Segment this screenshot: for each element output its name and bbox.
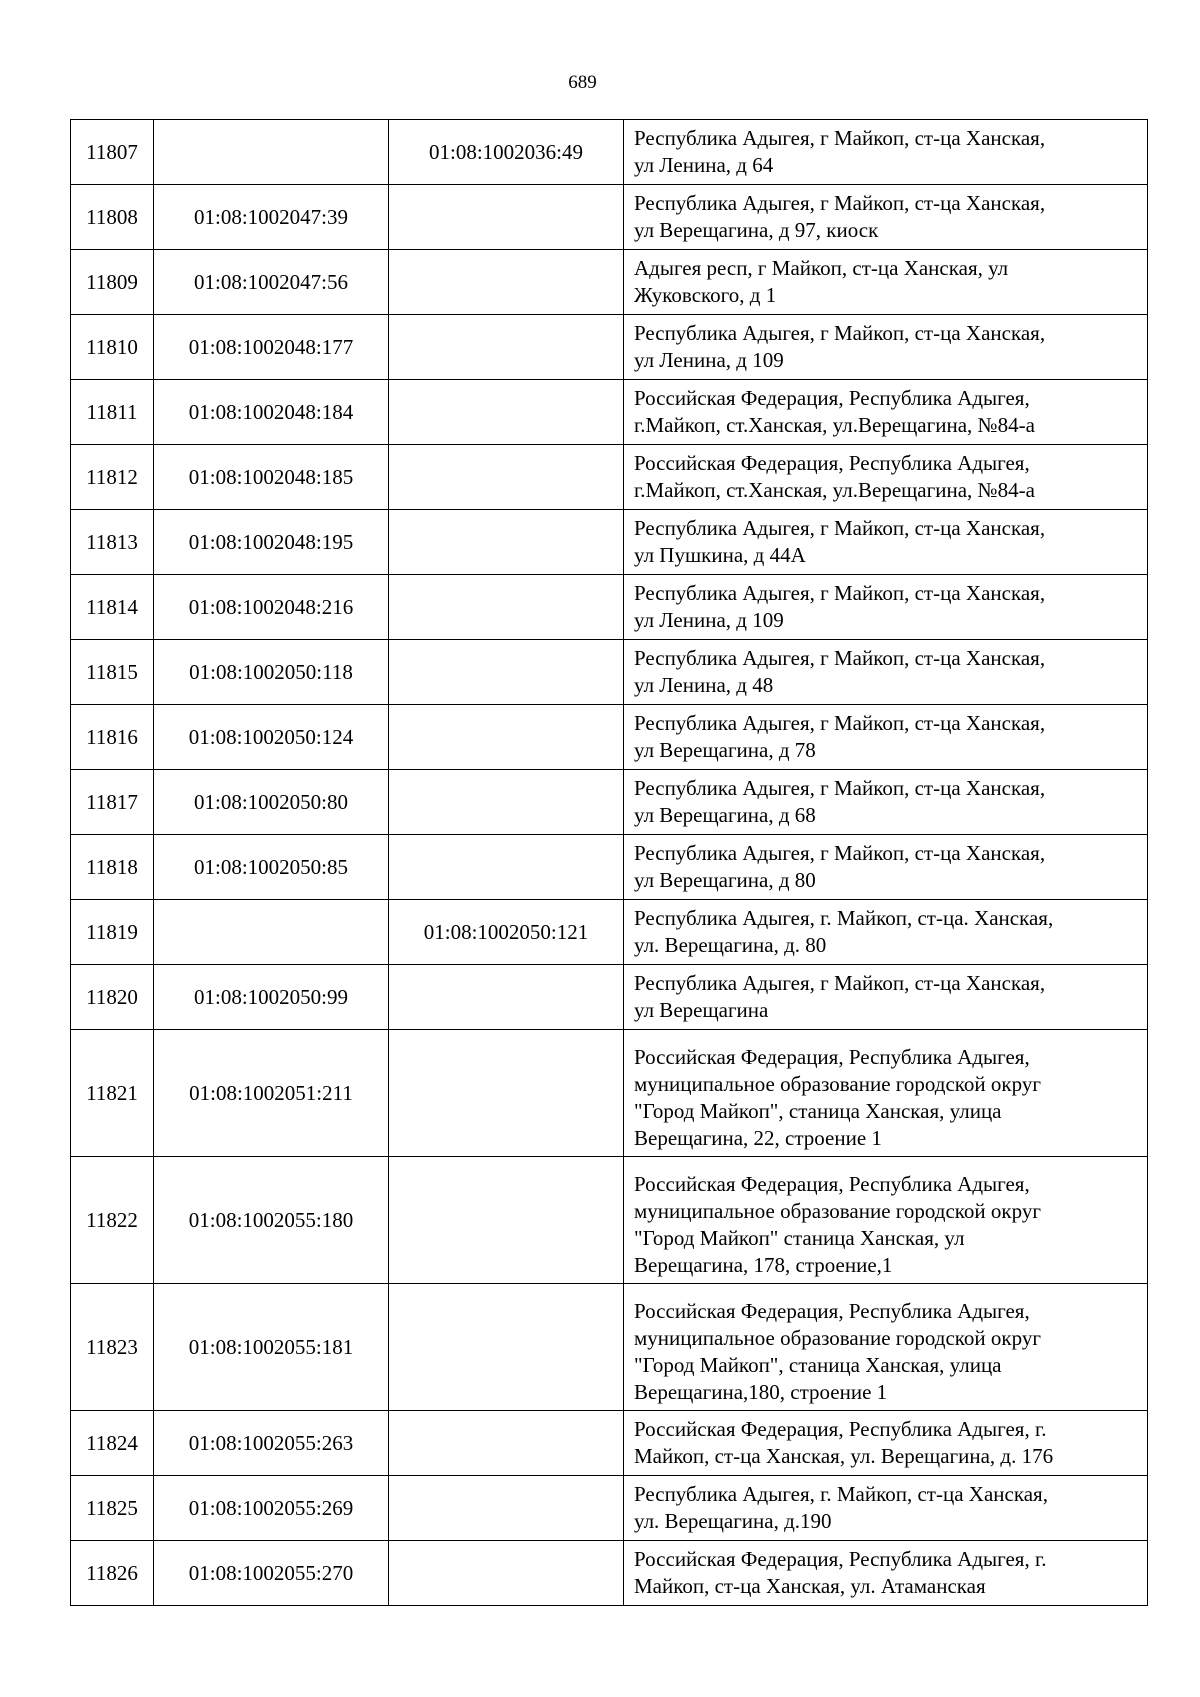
address-line: Российская Федерация, Республика Адыгея, [634, 1299, 1030, 1323]
address-line: муниципальное образование городской округ [634, 1199, 1041, 1223]
address-line: ул Верещагина, д 68 [634, 803, 816, 827]
cadastral-number-cell: 01:08:1002050:85 [154, 835, 389, 900]
address-cell [624, 315, 1148, 380]
address-cell [624, 705, 1148, 770]
cadastral-number-cell: 01:08:1002050:124 [154, 705, 389, 770]
table-row [71, 1411, 1148, 1476]
row-number-cell: 11825 [71, 1476, 154, 1541]
table-row [71, 1476, 1148, 1541]
address-cell [624, 965, 1148, 1030]
address-line: Российская Федерация, Республика Адыгея, г. [634, 1417, 1047, 1441]
cadastral-number-cell: 01:08:1002047:39 [154, 185, 389, 250]
cadastral-alt-number-cell [389, 640, 624, 705]
address-line: Российская Федерация, Республика Адыгея, [634, 451, 1030, 475]
address-line: ул Ленина, д 109 [634, 348, 784, 372]
table-row [71, 250, 1148, 315]
table-row [71, 510, 1148, 575]
address-cell [624, 1411, 1148, 1476]
address-cell [624, 640, 1148, 705]
cadastral-alt-number-cell [389, 1476, 624, 1541]
cadastral-number-cell [154, 120, 389, 185]
address-line: Российская Федерация, Республика Адыгея, [634, 1045, 1030, 1069]
address-line: Майкоп, ст-ца Ханская, ул. Атаманская [634, 1574, 986, 1598]
row-number-cell: 11809 [71, 250, 154, 315]
registry-body [71, 120, 1148, 1606]
cadastral-alt-number-cell [389, 250, 624, 315]
table-row [71, 705, 1148, 770]
address-cell [624, 770, 1148, 835]
address-cell [624, 1284, 1148, 1411]
table-row [71, 965, 1148, 1030]
cadastral-alt-number-cell [389, 445, 624, 510]
address-line: ул Верещагина, д 80 [634, 868, 816, 892]
address-line: "Город Майкоп" станица Ханская, ул [634, 1226, 965, 1250]
cadastral-alt-number-cell [389, 575, 624, 640]
table-row [71, 835, 1148, 900]
cadastral-number-cell: 01:08:1002055:270 [154, 1541, 389, 1606]
table-row [71, 445, 1148, 510]
table-row [71, 1541, 1148, 1606]
address-cell [624, 1157, 1148, 1284]
row-number-cell: 11824 [71, 1411, 154, 1476]
cadastral-alt-number-cell [389, 1030, 624, 1157]
address-cell [624, 1476, 1148, 1541]
address-line: Майкоп, ст-ца Ханская, ул. Верещагина, д. 176 [634, 1444, 1054, 1468]
address-line: г.Майкоп, ст.Ханская, ул.Верещагина, №84-а [634, 478, 1035, 502]
table-row [71, 640, 1148, 705]
cadastral-alt-number-cell [389, 1411, 624, 1476]
row-number-cell: 11823 [71, 1284, 154, 1411]
cadastral-number-cell: 01:08:1002048:216 [154, 575, 389, 640]
cadastral-alt-number-cell [389, 1157, 624, 1284]
address-line: Республика Адыгея, г Майкоп, ст-ца Ханская, [634, 646, 1046, 670]
row-number-cell: 11808 [71, 185, 154, 250]
cadastral-alt-number-cell: 01:08:1002036:49 [389, 120, 624, 185]
address-line: муниципальное образование городской округ [634, 1072, 1041, 1096]
address-line: Адыгея респ, г Майкоп, ст-ца Ханская, ул [634, 256, 1009, 280]
address-line: Республика Адыгея, г Майкоп, ст-ца Ханская, [634, 711, 1046, 735]
address-line: Российская Федерация, Республика Адыгея, [634, 386, 1030, 410]
cadastral-alt-number-cell: 01:08:1002050:121 [389, 900, 624, 965]
cadastral-number-cell: 01:08:1002055:263 [154, 1411, 389, 1476]
address-line: Республика Адыгея, г Майкоп, ст-ца Ханская, [634, 581, 1046, 605]
row-number-cell: 11812 [71, 445, 154, 510]
cadastral-alt-number-cell [389, 510, 624, 575]
address-line: ул Ленина, д 64 [634, 153, 774, 177]
address-cell [624, 1030, 1148, 1157]
row-number-cell: 11813 [71, 510, 154, 575]
table-row [71, 315, 1148, 380]
address-line: "Город Майкоп", станица Ханская, улица [634, 1099, 1002, 1123]
address-line: Республика Адыгея, г Майкоп, ст-ца Ханская, [634, 191, 1046, 215]
row-number-cell: 11820 [71, 965, 154, 1030]
address-line: Республика Адыгея, г. Майкоп, ст-ца Ханская, [634, 1482, 1048, 1506]
page-number: 689 [568, 72, 597, 93]
row-number-cell: 11817 [71, 770, 154, 835]
cadastral-number-cell: 01:08:1002055:181 [154, 1284, 389, 1411]
address-cell [624, 120, 1148, 185]
address-cell [624, 835, 1148, 900]
table-row [71, 120, 1148, 185]
cadastral-number-cell: 01:08:1002055:269 [154, 1476, 389, 1541]
address-line: ул. Верещагина, д. 80 [634, 933, 827, 957]
cadastral-number-cell: 01:08:1002050:80 [154, 770, 389, 835]
row-number-cell: 11821 [71, 1030, 154, 1157]
address-line: ул Ленина, д 48 [634, 673, 774, 697]
address-line: "Город Майкоп", станица Ханская, улица [634, 1353, 1002, 1377]
cadastral-number-cell [154, 900, 389, 965]
address-line: Республика Адыгея, г Майкоп, ст-ца Ханская, [634, 971, 1046, 995]
row-number-cell: 11815 [71, 640, 154, 705]
row-number-cell: 11811 [71, 380, 154, 445]
cadastral-alt-number-cell [389, 185, 624, 250]
table-row [71, 1284, 1148, 1411]
address-cell [624, 510, 1148, 575]
address-cell [624, 380, 1148, 445]
table-row [71, 770, 1148, 835]
cadastral-number-cell: 01:08:1002048:177 [154, 315, 389, 380]
table-row [71, 1030, 1148, 1157]
address-line: Республика Адыгея, г Майкоп, ст-ца Ханская, [634, 321, 1046, 345]
table-row [71, 575, 1148, 640]
cadastral-number-cell: 01:08:1002048:185 [154, 445, 389, 510]
address-line: Республика Адыгея, г Майкоп, ст-ца Ханская, [634, 776, 1046, 800]
address-cell [624, 575, 1148, 640]
cadastral-number-cell: 01:08:1002048:195 [154, 510, 389, 575]
cadastral-alt-number-cell [389, 380, 624, 445]
cadastral-number-cell: 01:08:1002055:180 [154, 1157, 389, 1284]
address-line: ул. Верещагина, д.190 [634, 1509, 832, 1533]
cadastral-alt-number-cell [389, 835, 624, 900]
address-cell [624, 250, 1148, 315]
cadastral-alt-number-cell [389, 965, 624, 1030]
cadastral-alt-number-cell [389, 1541, 624, 1606]
table-row [71, 380, 1148, 445]
address-line: г.Майкоп, ст.Ханская, ул.Верещагина, №84-а [634, 413, 1035, 437]
row-number-cell: 11816 [71, 705, 154, 770]
address-line: Республика Адыгея, г. Майкоп, ст-ца. Ханская, [634, 906, 1054, 930]
address-cell [624, 185, 1148, 250]
address-line: Республика Адыгея, г Майкоп, ст-ца Ханская, [634, 841, 1046, 865]
address-line: Верещагина, 22, строение 1 [634, 1126, 882, 1150]
address-line: ул Верещагина [634, 998, 769, 1022]
cadastral-number-cell: 01:08:1002047:56 [154, 250, 389, 315]
row-number-cell: 11826 [71, 1541, 154, 1606]
cadastral-alt-number-cell [389, 315, 624, 380]
address-line: Жуковского, д 1 [634, 283, 777, 307]
address-line: Верещагина, 178, строение,1 [634, 1253, 893, 1277]
address-line: ул Верещагина, д 78 [634, 738, 816, 762]
address-cell [624, 1541, 1148, 1606]
address-line: Верещагина,180, строение 1 [634, 1380, 888, 1404]
cadastral-number-cell: 01:08:1002048:184 [154, 380, 389, 445]
row-number-cell: 11807 [71, 120, 154, 185]
address-line: Российская Федерация, Республика Адыгея, г. [634, 1547, 1047, 1571]
cadastral-alt-number-cell [389, 705, 624, 770]
cadastral-number-cell: 01:08:1002050:118 [154, 640, 389, 705]
address-line: Республика Адыгея, г Майкоп, ст-ца Ханская, [634, 516, 1046, 540]
row-number-cell: 11819 [71, 900, 154, 965]
address-line: Республика Адыгея, г Майкоп, ст-ца Ханская, [634, 126, 1046, 150]
table-row [71, 900, 1148, 965]
row-number-cell: 11814 [71, 575, 154, 640]
table-row [71, 1157, 1148, 1284]
cadastral-number-cell: 01:08:1002051:211 [154, 1030, 389, 1157]
address-line: ул Верещагина, д 97, киоск [634, 218, 879, 242]
address-cell [624, 445, 1148, 510]
row-number-cell: 11810 [71, 315, 154, 380]
registry-table [70, 119, 1148, 1606]
address-line: ул Ленина, д 109 [634, 608, 784, 632]
cadastral-alt-number-cell [389, 770, 624, 835]
row-number-cell: 11818 [71, 835, 154, 900]
cadastral-number-cell: 01:08:1002050:99 [154, 965, 389, 1030]
address-line: ул Пушкина, д 44А [634, 543, 806, 567]
address-cell [624, 900, 1148, 965]
row-number-cell: 11822 [71, 1157, 154, 1284]
address-line: муниципальное образование городской округ [634, 1326, 1041, 1350]
table-row [71, 185, 1148, 250]
cadastral-alt-number-cell [389, 1284, 624, 1411]
address-line: Российская Федерация, Республика Адыгея, [634, 1172, 1030, 1196]
